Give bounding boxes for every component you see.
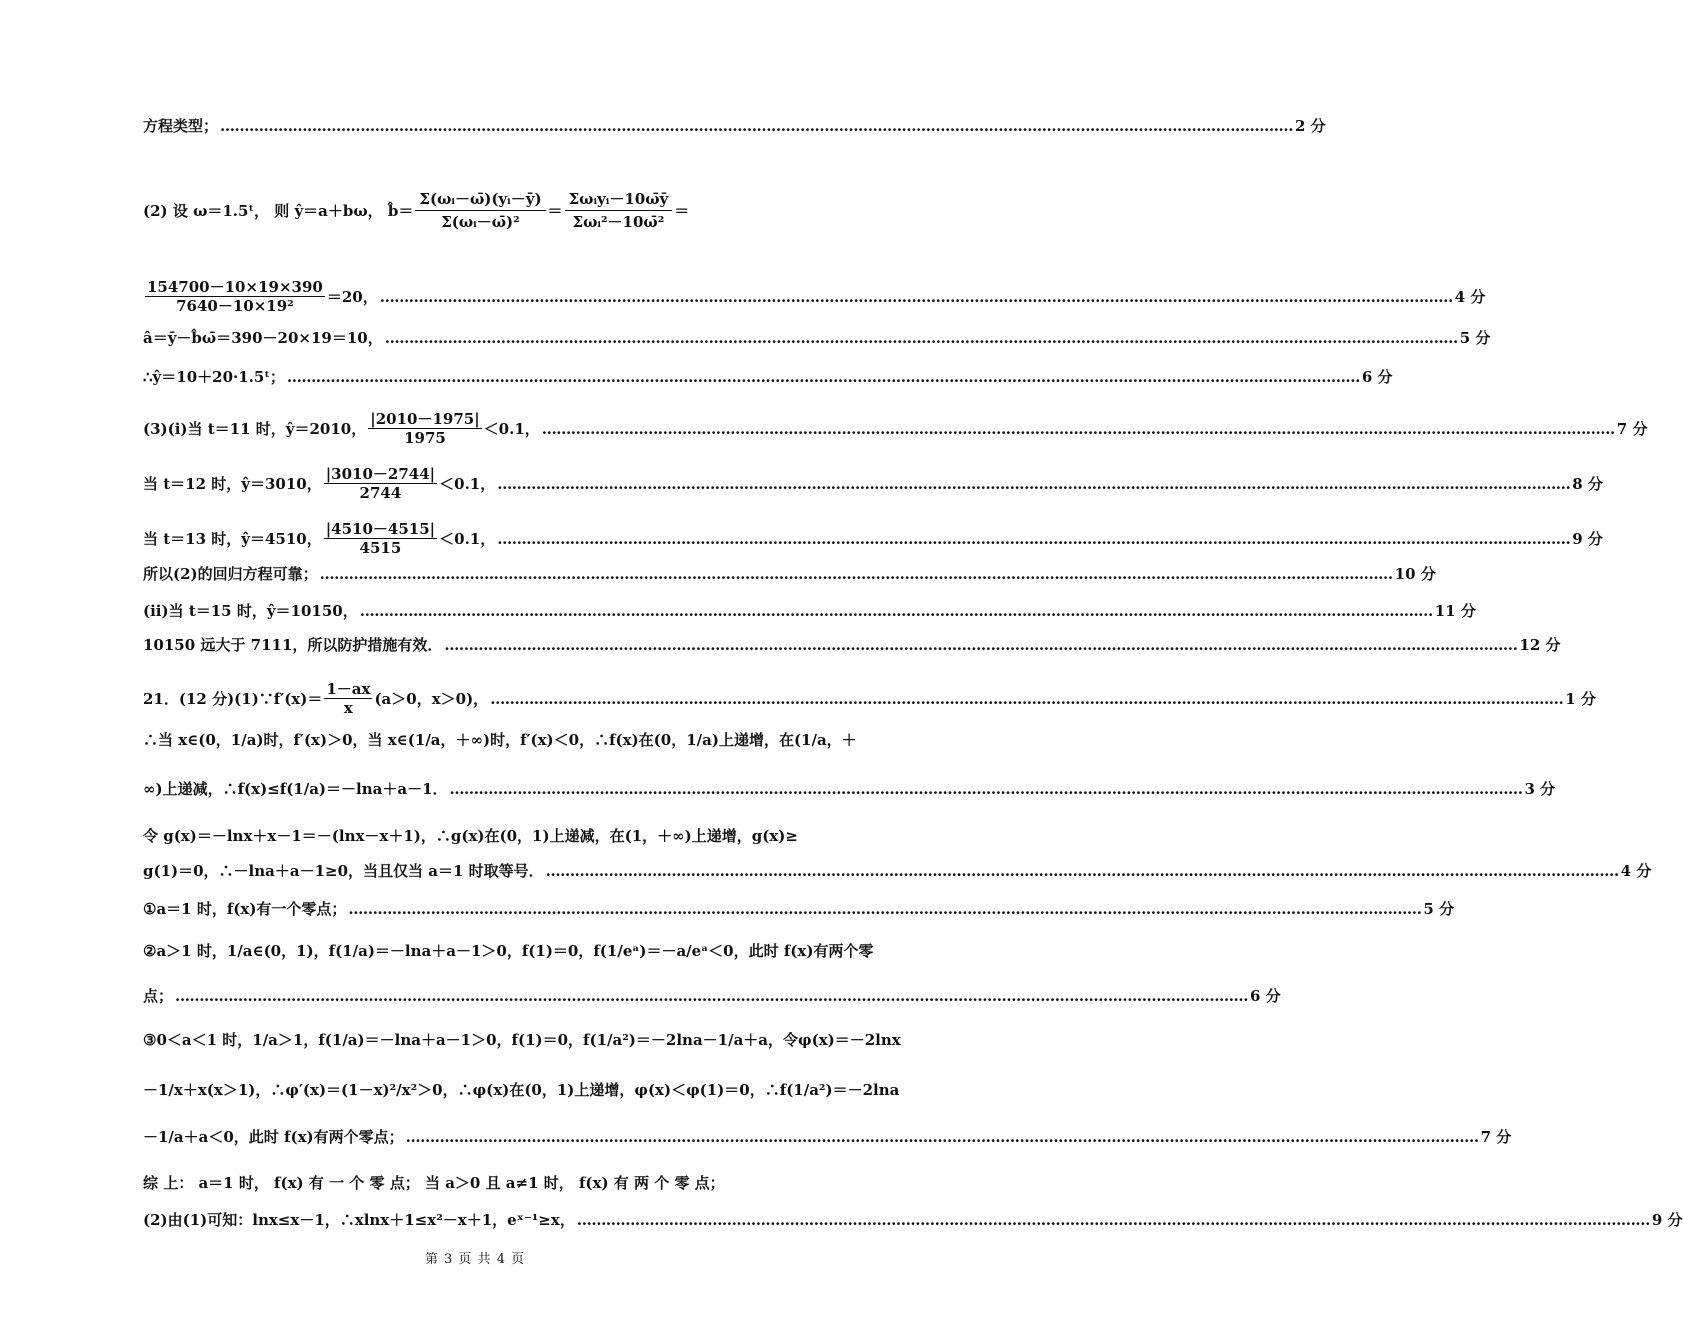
score-points: 3 分 <box>1524 780 1556 798</box>
regression-formula-line: (2) 设 ω＝1.5ᵗ， 则 ŷ＝a＋bω， b̂＝ $\frac{\text{Σ(ωᵢ－ω̄)(yᵢ－ȳ)}}{\text{Σ(ωᵢ－ω̄)²}}$ ＝ $\frac{\text{Σωᵢyᵢ－10ω̄ȳ}}{\text{Σωᵢ²－10ω̄²}}$ ＝ <box>143 190 690 231</box>
score-points: 5 分 <box>1459 329 1491 347</box>
score-points: 8 分 <box>1572 474 1603 493</box>
score-points: 4 分 <box>1620 862 1652 880</box>
solution-line: ③0＜a＜1 时，1/a＞1，f(1/a)＝－lna＋a－1＞0，f(1)＝0，f(1/a²)＝－2lna－1/a＋a，令φ(x)＝－2lnx <box>143 1031 901 1049</box>
solution-line: $\frac{154700-10\times 19\times 390}{\text{7640－10×19²}}$ ＝20， …………………………………………………………………………………………………………………………………………………………………………………………………… 4 分 <box>147 278 1486 315</box>
solution-line: 综 上： a＝1 时， f(x) 有 一 个 零 点； 当 a＞0 且 a≠1 时， f(x) 有 两 个 零 点； <box>143 1174 725 1192</box>
solution-line: ∞)上递减，∴f(x)≤f(1/a)＝－lna＋a－1． …………………………………………………………………………………………………………………………………………………………………………………………………… 3 分 <box>143 780 1556 798</box>
b-hat-fraction-1: $\frac{\text{Σ(ωᵢ－ω̄)(yᵢ－ȳ)}}{\text{Σ(ωᵢ－ω̄)²}}$ <box>415 188 545 233</box>
solution-line: 当 t＝13 时，ŷ＝4510， $\frac{|4510-4515|}{4515}$ ＜0.1， …………………………………………………………………………………………………………………………………………………………………………………………………… 9 分 <box>143 520 1603 557</box>
solution-line: 10150 远大于 7111，所以防护措施有效． …………………………………………………………………………………………………………………………………………………………………………………………………… 12 分 <box>143 636 1561 654</box>
score-points: 9 分 <box>1651 1211 1683 1229</box>
score-points: 7 分 <box>1480 1128 1512 1146</box>
score-points: 12 分 <box>1519 636 1561 654</box>
derivative-fraction: $\frac{1-ax}{x}$ <box>326 680 371 717</box>
solution-line: －1/x＋x(x＞1)，∴φ′(x)＝(1－x)²/x²＞0，∴φ(x)在(0，1)上递增，φ(x)＜φ(1)＝0，∴f(1/a²)＝－2lna <box>143 1081 900 1099</box>
solution-line: 方程类型； …………………………………………………………………………………………………………………………………………………………………………………………………… 2 分 <box>143 117 1326 135</box>
solution-line: 21．(12 分)(1)∵f′(x)＝ $\frac{1-ax}{x}$ (a＞0，x＞0)， …………………………………………………………………………………………………………………………………………………………………………………………………… 1 分 <box>143 680 1596 717</box>
error-fraction: $\frac{|2010-1975|}{1975}$ <box>370 410 480 447</box>
score-points: 5 分 <box>1423 900 1455 918</box>
score-points: 11 分 <box>1434 602 1476 620</box>
solution-line: 当 t＝12 时，ŷ＝3010， $\frac{|3010-2744|}{2744}$ ＜0.1， …………………………………………………………………………………………………………………………………………………………………………………………………… 8 分 <box>143 465 1603 502</box>
solution-line: ∴ŷ＝10＋20·1.5ᵗ； …………………………………………………………………………………………………………………………………………………………………………………………………… 6 分 <box>143 368 1393 386</box>
score-points: 7 分 <box>1616 419 1648 438</box>
solution-line: (2)由(1)可知：lnx≤x－1，∴xlnx＋1≤x²－x＋1，eˣ⁻¹≥x， …………………………………………………………………………………………………………………………………………………………………………………………………… 9 分 <box>143 1211 1683 1229</box>
solution-line: 点； …………………………………………………………………………………………………………………………………………………………………………………………………… 6 分 <box>143 987 1281 1005</box>
score-points: 4 分 <box>1454 287 1486 306</box>
page-footer: 第 3 页 共 4 页 <box>424 1252 526 1267</box>
calc-fraction: $\frac{154700-10\times 19\times 390}{\text{7640－10×19²}}$ <box>147 278 323 315</box>
solution-line: (3)(i)当 t＝11 时，ŷ＝2010， $\frac{|2010-1975|}{1975}$ ＜0.1， …………………………………………………………………………………………………………………………………………………………………………………………………… 7 分 <box>143 410 1648 447</box>
solution-line: (ii)当 t＝15 时，ŷ＝10150， …………………………………………………………………………………………………………………………………………………………………………………………………… 11 分 <box>143 602 1476 620</box>
solution-line: 令 g(x)＝－lnx＋x－1＝－(lnx－x＋1)，∴g(x)在(0，1)上递减，在(1，＋∞)上递增，g(x)≥ <box>143 827 798 845</box>
solution-line: ①a＝1 时，f(x)有一个零点； …………………………………………………………………………………………………………………………………………………………………………………………………… 5 分 <box>143 900 1455 918</box>
score-points: 6 分 <box>1361 368 1393 386</box>
solution-line: 所以(2)的回归方程可靠； …………………………………………………………………………………………………………………………………………………………………………………………………… 10 分 <box>143 565 1436 583</box>
error-fraction: $\frac{|4510-4515|}{4515}$ <box>325 520 436 557</box>
solution-line: ∴当 x∈(0，1/a)时，f′(x)＞0，当 x∈(1/a，＋∞)时，f′(x)＜0，∴f(x)在(0，1/a)上递增，在(1/a，＋ <box>143 731 857 749</box>
score-points: 1 分 <box>1565 689 1596 708</box>
b-hat-fraction-2: $\frac{\text{Σωᵢyᵢ－10ω̄ȳ}}{\text{Σωᵢ²－10ω̄²}}$ <box>565 188 673 233</box>
score-points: 2 分 <box>1295 117 1326 135</box>
solution-line: g(1)＝0，∴－lna＋a－1≥0，当且仅当 a＝1 时取等号． …………………………………………………………………………………………………………………………………………………………………………………………………… 4 分 <box>143 862 1652 880</box>
solution-line: ②a＞1 时，1/a∈(0，1)，f(1/a)＝－lna＋a－1＞0，f(1)＝0，f(1/eᵃ)＝－a/eᵃ＜0，此时 f(x)有两个零 <box>143 942 874 960</box>
score-points: 9 分 <box>1572 529 1603 548</box>
solution-line: －1/a＋a＜0，此时 f(x)有两个零点； …………………………………………………………………………………………………………………………………………………………………………………………………… 7 分 <box>143 1128 1512 1146</box>
score-points: 10 分 <box>1394 565 1436 583</box>
solution-line: â＝ȳ－b̂ω̄＝390－20×19＝10， …………………………………………………………………………………………………………………………………………………………………………………………………… 5 分 <box>143 329 1491 347</box>
score-points: 6 分 <box>1250 987 1281 1005</box>
error-fraction: $\frac{|3010-2744|}{2744}$ <box>325 465 436 502</box>
